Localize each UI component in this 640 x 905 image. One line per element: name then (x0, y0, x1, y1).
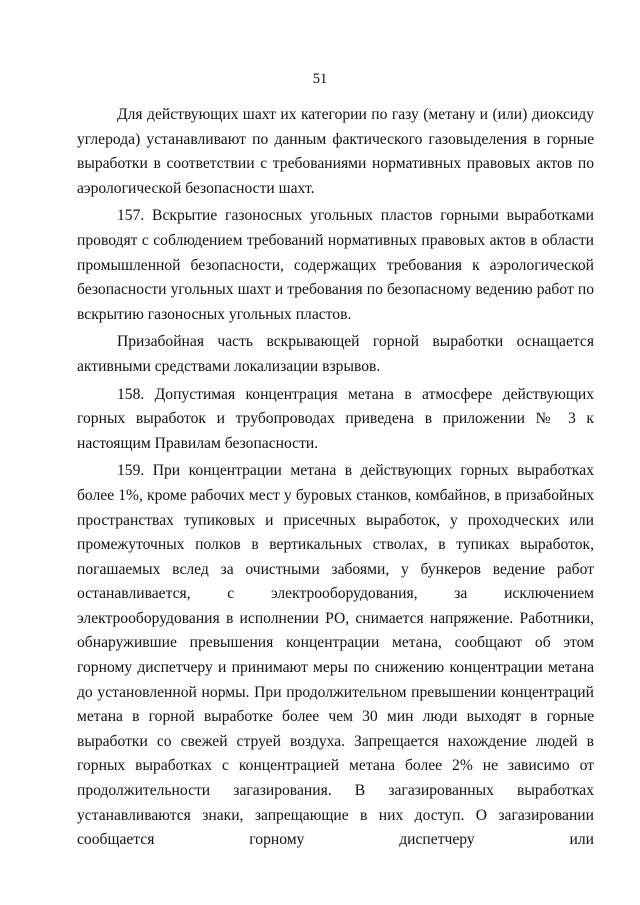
paragraph-mine-gas-category: Для действующих шахт их категории по газу (метану и (или) диоксиду углерода) устанавливают по данным фактического газовыделения в горные выработки в соответствии с требованиями нормативных правовых актов по аэрологической безопасности шахт. (77, 106, 594, 197)
paragraph-157: 157. Вскрытие газоносных угольных пластов горными выработками проводят с соблюдением требований нормативных правовых актов в области промышленной безопасности, содержащих требования к аэрологической безопасности угольных шахт и требования по безопасному ведению работ по вскрытию газоносных угольных пластов. (77, 207, 594, 323)
paragraph-explosion-localization: Призабойная часть вскрывающей горной выработки оснащается активными средствами локализации взрывов. (77, 333, 594, 375)
paragraph-158: 158. Допустимая концентрация метана в атмосфере действующих горных выработок и трубопроводах приведена в приложении № 3 к настоящим Правилам безопасности. (77, 385, 594, 452)
page-number: 51 (312, 71, 328, 87)
document-body (77, 103, 594, 853)
paragraph-159: 159. При концентрации метана в действующих горных выработках более 1%, кроме рабочих мест у буровых станков, комбайнов, в призабойных пространствах тупиковых и присечных выработок, у проходческих или промежуточных полков в вертикальных стволах, в тупиках выработок, погашаемых вслед за очистными забоями, у бункеров ведение работ останавливается, с электрооборудования, за исключением электрооборудования в исполнении РО, снимается напряжение. Работники, обнаружившие превышения концентрации метана, сообщают об этом горному диспетчеру и принимают меры по снижению концентрации метана до установленной нормы. При продолжительном превышении концентраций метана в горной выработке более чем 30 мин люди выходят в горные выработки со свежей струей воздуха. Запрещается нахождение людей в горных выработках с концентрацией метана более 2% не зависимо от продолжительности загазирования. В загазированных выработках устанавливаются знаки, запрещающие в них доступ. О загазировании сообщается горному диспетчеру или (77, 462, 594, 849)
